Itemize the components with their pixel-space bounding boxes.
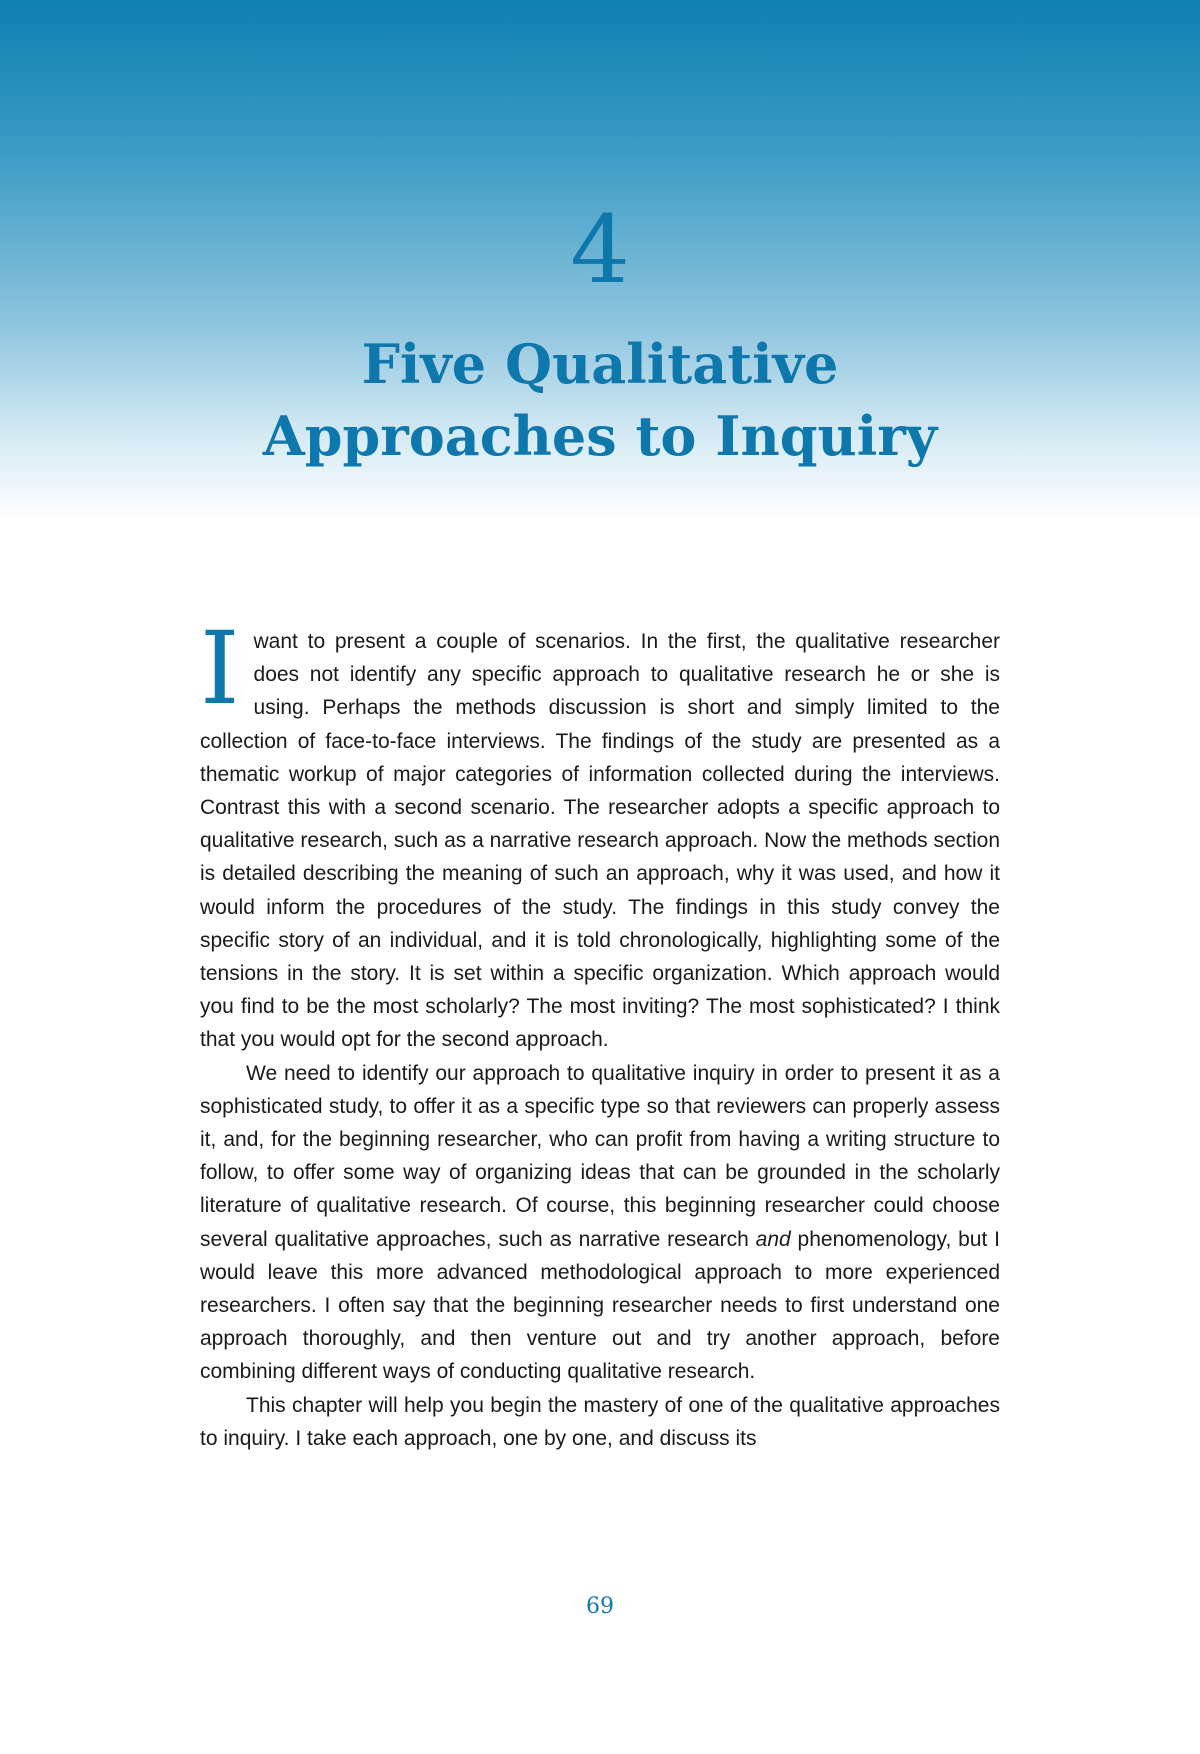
paragraph-3	[200, 1389, 1000, 1455]
paragraph-2-text-b: phenomenology, but I would leave this more advanced methodological approach to more experienced researchers. I often say that the beginning researcher needs to first understand one approach thoroughly, and then venture out and try another approach, before combining different ways of conducting qualitative research.	[200, 1227, 1000, 1384]
paragraph-2-text-a: We need to identify our approach to qualitative inquiry in order to present it as a sophisticated study, to offer it as a specific type so that reviewers can properly assess it, and, for the beginning researcher, who can profit from having a writing structure to follow, to offer some way of organizing ideas that can be grounded in the scholarly literature of qualitative research. Of course, this beginning researcher could choose several qualitative approaches, such as narrative research	[200, 1061, 1000, 1251]
chapter-title-line-2: Approaches to Inquiry	[262, 404, 938, 468]
chapter-body	[200, 610, 1000, 1455]
paragraph-2	[200, 1057, 1000, 1389]
chapter-title-line-1: Five Qualitative	[361, 332, 839, 396]
page-number: 69	[586, 1594, 614, 1619]
paragraph-3-text: This chapter will help you begin the mastery of one of the qualitative approaches to inquiry. I take each approach, one by one, and discuss its	[200, 1393, 1000, 1450]
drop-cap: I	[200, 610, 240, 727]
chapter-number: 4	[570, 196, 630, 305]
paragraph-1-text: want to present a couple of scenarios. In the first, the qualitative researcher does not identify any specific approach to qualitative research he or she is using. Perhaps the methods discussion is short and simply limited to the collection of face-to-face interviews. The findings of the study are presented as a thematic workup of major categories of information collected during the interviews. Contrast this with a second scenario. The researcher adopts a specific approach to qualitative research, such as a narrative research approach. Now the methods section is detailed describing the meaning of such an approach, why it was used, and how it would inform the procedures of the study. The findings in this study convey the specific story of an individual, and it is told chronologically, highlighting some of the tensions in the story. It is set within a specific organization. Which approach would you find to be the most scholarly? The most inviting? The most sophisticated? I think that you would opt for the second approach.	[200, 630, 1000, 1052]
paragraph-1	[200, 610, 1000, 1057]
paragraph-2-emphasis: and	[755, 1227, 791, 1251]
chapter-title	[0, 328, 1200, 472]
